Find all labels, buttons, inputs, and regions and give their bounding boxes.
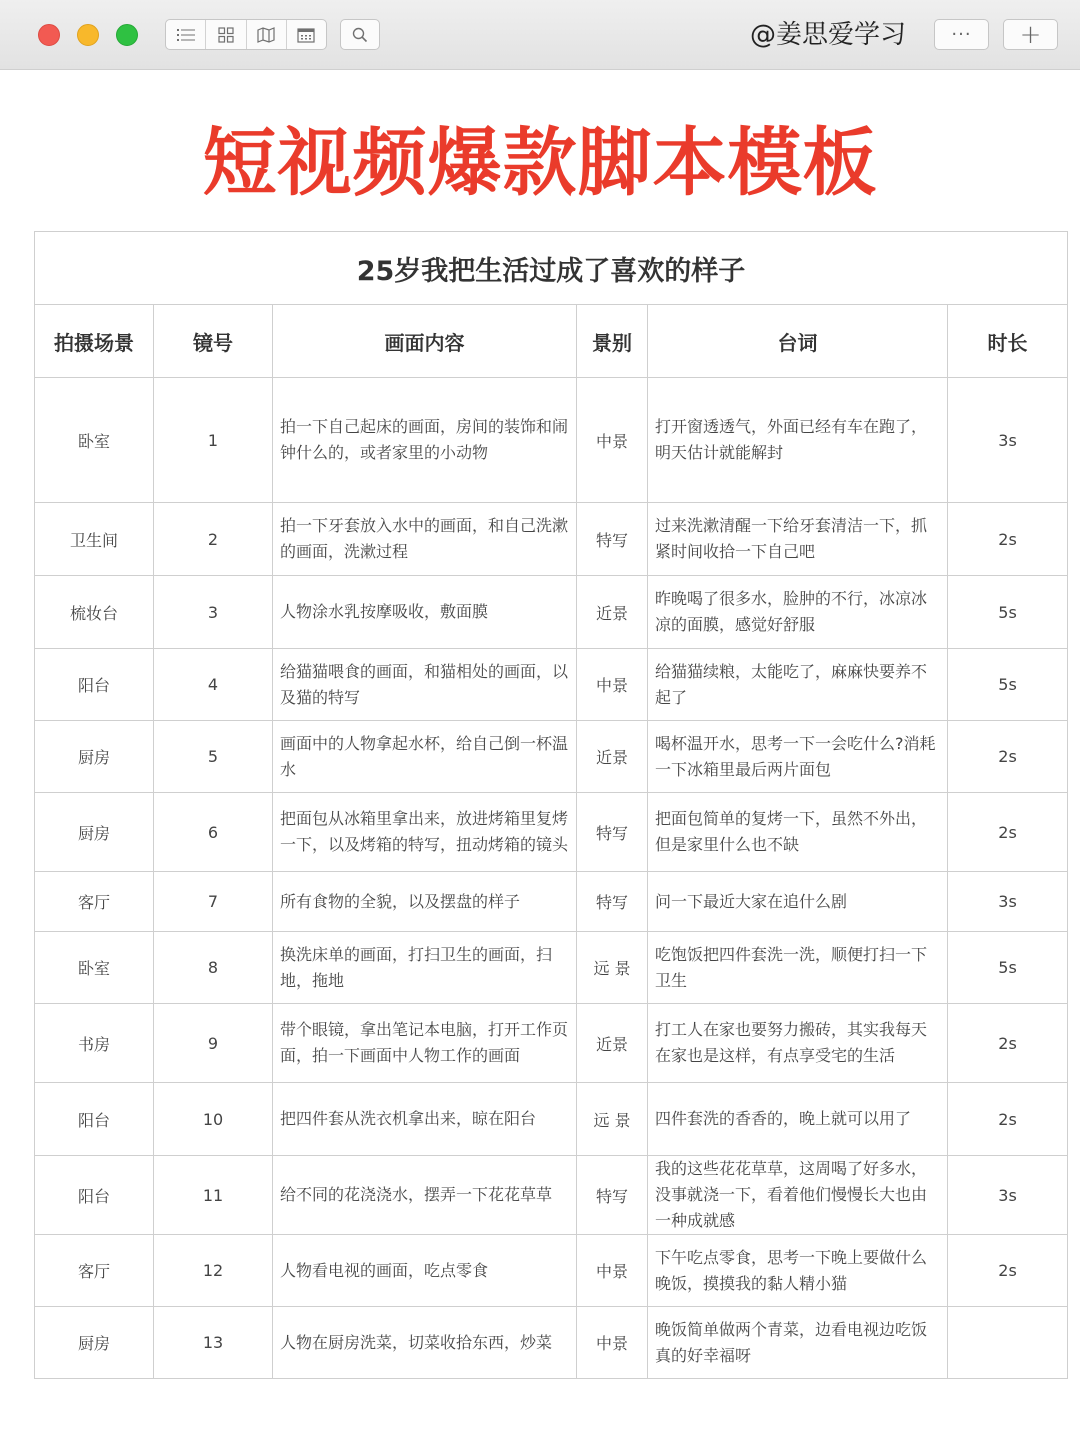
duration-cell: 3s bbox=[948, 378, 1068, 503]
shot-cell: 13 bbox=[154, 1307, 273, 1379]
duration-cell: 5s bbox=[948, 932, 1068, 1004]
shot-cell: 7 bbox=[154, 872, 273, 932]
scene-cell: 阳台 bbox=[35, 649, 154, 721]
duration-cell: 3s bbox=[948, 1156, 1068, 1235]
table-row bbox=[35, 649, 1068, 721]
scene-cell: 厨房 bbox=[35, 721, 154, 793]
line-cell: 打开窗透透气，外面已经有车在跑了，明天估计就能解封 bbox=[648, 378, 948, 503]
line-cell: 我的这些花花草草，这周喝了好多水，没事就浇一下，看着他们慢慢长大也由一种成就感 bbox=[648, 1156, 948, 1235]
framing-cell: 远 景 bbox=[577, 1083, 648, 1156]
duration-cell: 2s bbox=[948, 721, 1068, 793]
framing-cell: 近景 bbox=[577, 576, 648, 649]
window-toolbar bbox=[0, 0, 1080, 70]
framing-cell: 中景 bbox=[577, 1307, 648, 1379]
grid-icon bbox=[218, 27, 234, 43]
content-cell: 给猫猫喂食的画面，和猫相处的画面，以及猫的特写 bbox=[273, 649, 577, 721]
line-cell: 昨晚喝了很多水，脸肿的不行，冰凉冰凉的面膜，感觉好舒服 bbox=[648, 576, 948, 649]
table-row bbox=[35, 1004, 1068, 1083]
calendar-icon bbox=[297, 27, 315, 43]
table-subtitle-row bbox=[35, 232, 1068, 305]
framing-cell: 中景 bbox=[577, 1235, 648, 1307]
search-control bbox=[340, 19, 380, 50]
content-cell: 所有食物的全貌，以及摆盘的样子 bbox=[273, 872, 577, 932]
duration-cell: 3s bbox=[948, 872, 1068, 932]
framing-cell: 特写 bbox=[577, 503, 648, 576]
view-mode-switcher bbox=[165, 19, 327, 50]
shot-cell: 12 bbox=[154, 1235, 273, 1307]
content-cell: 给不同的花浇浇水，摆弄一下花花草草 bbox=[273, 1156, 577, 1235]
shot-cell: 10 bbox=[154, 1083, 273, 1156]
table-row bbox=[35, 1083, 1068, 1156]
content-cell: 拍一下自己起床的画面，房间的装饰和闹钟什么的，或者家里的小动物 bbox=[273, 378, 577, 503]
table-row bbox=[35, 1156, 1068, 1235]
table-row bbox=[35, 721, 1068, 793]
shot-cell: 2 bbox=[154, 503, 273, 576]
minimize-window-button[interactable] bbox=[77, 24, 99, 46]
content-cell: 人物看电视的画面，吃点零食 bbox=[273, 1235, 577, 1307]
line-cell: 吃饱饭把四件套洗一洗，顺便打扫一下卫生 bbox=[648, 932, 948, 1004]
scene-cell: 阳台 bbox=[35, 1156, 154, 1235]
map-view-button[interactable] bbox=[247, 20, 287, 49]
table-row bbox=[35, 378, 1068, 503]
framing-cell: 特写 bbox=[577, 1156, 648, 1235]
header-duration: 时长 bbox=[948, 305, 1068, 378]
shot-cell: 3 bbox=[154, 576, 273, 649]
line-cell: 喝杯温开水，思考一下一会吃什么?消耗一下冰箱里最后两片面包 bbox=[648, 721, 948, 793]
header-shot: 镜号 bbox=[154, 305, 273, 378]
header-scene: 拍摄场景 bbox=[35, 305, 154, 378]
framing-cell: 中景 bbox=[577, 378, 648, 503]
shot-cell: 5 bbox=[154, 721, 273, 793]
table-row bbox=[35, 872, 1068, 932]
framing-cell: 特写 bbox=[577, 793, 648, 872]
content-cell: 拍一下牙套放入水中的画面，和自己洗漱的画面，洗漱过程 bbox=[273, 503, 577, 576]
account-handle: @姜思爱学习 bbox=[750, 20, 907, 50]
shot-cell: 6 bbox=[154, 793, 273, 872]
scene-cell: 客厅 bbox=[35, 872, 154, 932]
zoom-window-button[interactable] bbox=[116, 24, 138, 46]
line-cell: 把面包简单的复烤一下，虽然不外出，但是家里什么也不缺 bbox=[648, 793, 948, 872]
more-button[interactable]: ··· bbox=[934, 19, 989, 50]
page-title: 短视频爆款脚本模板 bbox=[202, 120, 878, 206]
shot-cell: 1 bbox=[154, 378, 273, 503]
calendar-view-button[interactable] bbox=[287, 20, 326, 49]
duration-cell: 2s bbox=[948, 1235, 1068, 1307]
framing-cell: 远 景 bbox=[577, 932, 648, 1004]
shot-cell: 4 bbox=[154, 649, 273, 721]
list-view-button[interactable] bbox=[166, 20, 206, 49]
content-cell: 换洗床单的画面，打扫卫生的画面，扫地，拖地 bbox=[273, 932, 577, 1004]
content-cell: 把面包从冰箱里拿出来，放进烤箱里复烤一下，以及烤箱的特写，扭动烤箱的镜头 bbox=[273, 793, 577, 872]
map-icon bbox=[257, 27, 275, 43]
duration-cell: 2s bbox=[948, 503, 1068, 576]
table-row bbox=[35, 503, 1068, 576]
scene-cell: 厨房 bbox=[35, 793, 154, 872]
content-cell: 带个眼镜，拿出笔记本电脑，打开工作页面，拍一下画面中人物工作的画面 bbox=[273, 1004, 577, 1083]
duration-cell: 2s bbox=[948, 1004, 1068, 1083]
scene-cell: 厨房 bbox=[35, 1307, 154, 1379]
framing-cell: 近景 bbox=[577, 721, 648, 793]
table-row bbox=[35, 1235, 1068, 1307]
content-cell: 画面中的人物拿起水杯，给自己倒一杯温水 bbox=[273, 721, 577, 793]
scene-cell: 卫生间 bbox=[35, 503, 154, 576]
table-row bbox=[35, 1307, 1068, 1379]
table-row bbox=[35, 576, 1068, 649]
line-cell: 晚饭简单做两个青菜，边看电视边吃饭真的好幸福呀 bbox=[648, 1307, 948, 1379]
duration-cell: 2s bbox=[948, 793, 1068, 872]
table-row bbox=[35, 932, 1068, 1004]
search-icon bbox=[352, 27, 368, 43]
framing-cell: 中景 bbox=[577, 649, 648, 721]
add-button[interactable]: + bbox=[1003, 19, 1058, 50]
close-window-button[interactable] bbox=[38, 24, 60, 46]
scene-cell: 书房 bbox=[35, 1004, 154, 1083]
scene-cell: 客厅 bbox=[35, 1235, 154, 1307]
line-cell: 四件套洗的香香的，晚上就可以用了 bbox=[648, 1083, 948, 1156]
scene-cell: 卧室 bbox=[35, 932, 154, 1004]
framing-cell: 特写 bbox=[577, 872, 648, 932]
line-cell: 打工人在家也要努力搬砖，其实我每天在家也是这样，有点享受宅的生活 bbox=[648, 1004, 948, 1083]
framing-cell: 近景 bbox=[577, 1004, 648, 1083]
table-header-row bbox=[35, 305, 1068, 378]
line-cell: 过来洗漱清醒一下给牙套清洁一下，抓紧时间收拾一下自己吧 bbox=[648, 503, 948, 576]
scene-cell: 梳妆台 bbox=[35, 576, 154, 649]
script-table bbox=[34, 231, 1068, 1379]
list-icon bbox=[177, 28, 195, 42]
duration-cell: 5s bbox=[948, 649, 1068, 721]
table-subtitle: 25岁我把生活过成了喜欢的样子 bbox=[35, 232, 1068, 305]
duration-cell: 2s bbox=[948, 1083, 1068, 1156]
scene-cell: 卧室 bbox=[35, 378, 154, 503]
content-cell: 把四件套从洗衣机拿出来，晾在阳台 bbox=[273, 1083, 577, 1156]
grid-view-button[interactable] bbox=[206, 20, 246, 49]
scene-cell: 阳台 bbox=[35, 1083, 154, 1156]
line-cell: 问一下最近大家在追什么剧 bbox=[648, 872, 948, 932]
header-line: 台词 bbox=[648, 305, 948, 378]
line-cell: 给猫猫续粮，太能吃了，麻麻快要养不起了 bbox=[648, 649, 948, 721]
shot-cell: 8 bbox=[154, 932, 273, 1004]
header-content: 画面内容 bbox=[273, 305, 577, 378]
content-cell: 人物在厨房洗菜，切菜收拾东西，炒菜 bbox=[273, 1307, 577, 1379]
line-cell: 下午吃点零食，思考一下晚上要做什么晚饭，摸摸我的黏人精小猫 bbox=[648, 1235, 948, 1307]
shot-cell: 9 bbox=[154, 1004, 273, 1083]
search-button[interactable] bbox=[341, 20, 379, 49]
header-framing: 景别 bbox=[577, 305, 648, 378]
content-cell: 人物涂水乳按摩吸收，敷面膜 bbox=[273, 576, 577, 649]
table-row bbox=[35, 793, 1068, 872]
duration-cell: 5s bbox=[948, 576, 1068, 649]
duration-cell bbox=[948, 1307, 1068, 1379]
shot-cell: 11 bbox=[154, 1156, 273, 1235]
